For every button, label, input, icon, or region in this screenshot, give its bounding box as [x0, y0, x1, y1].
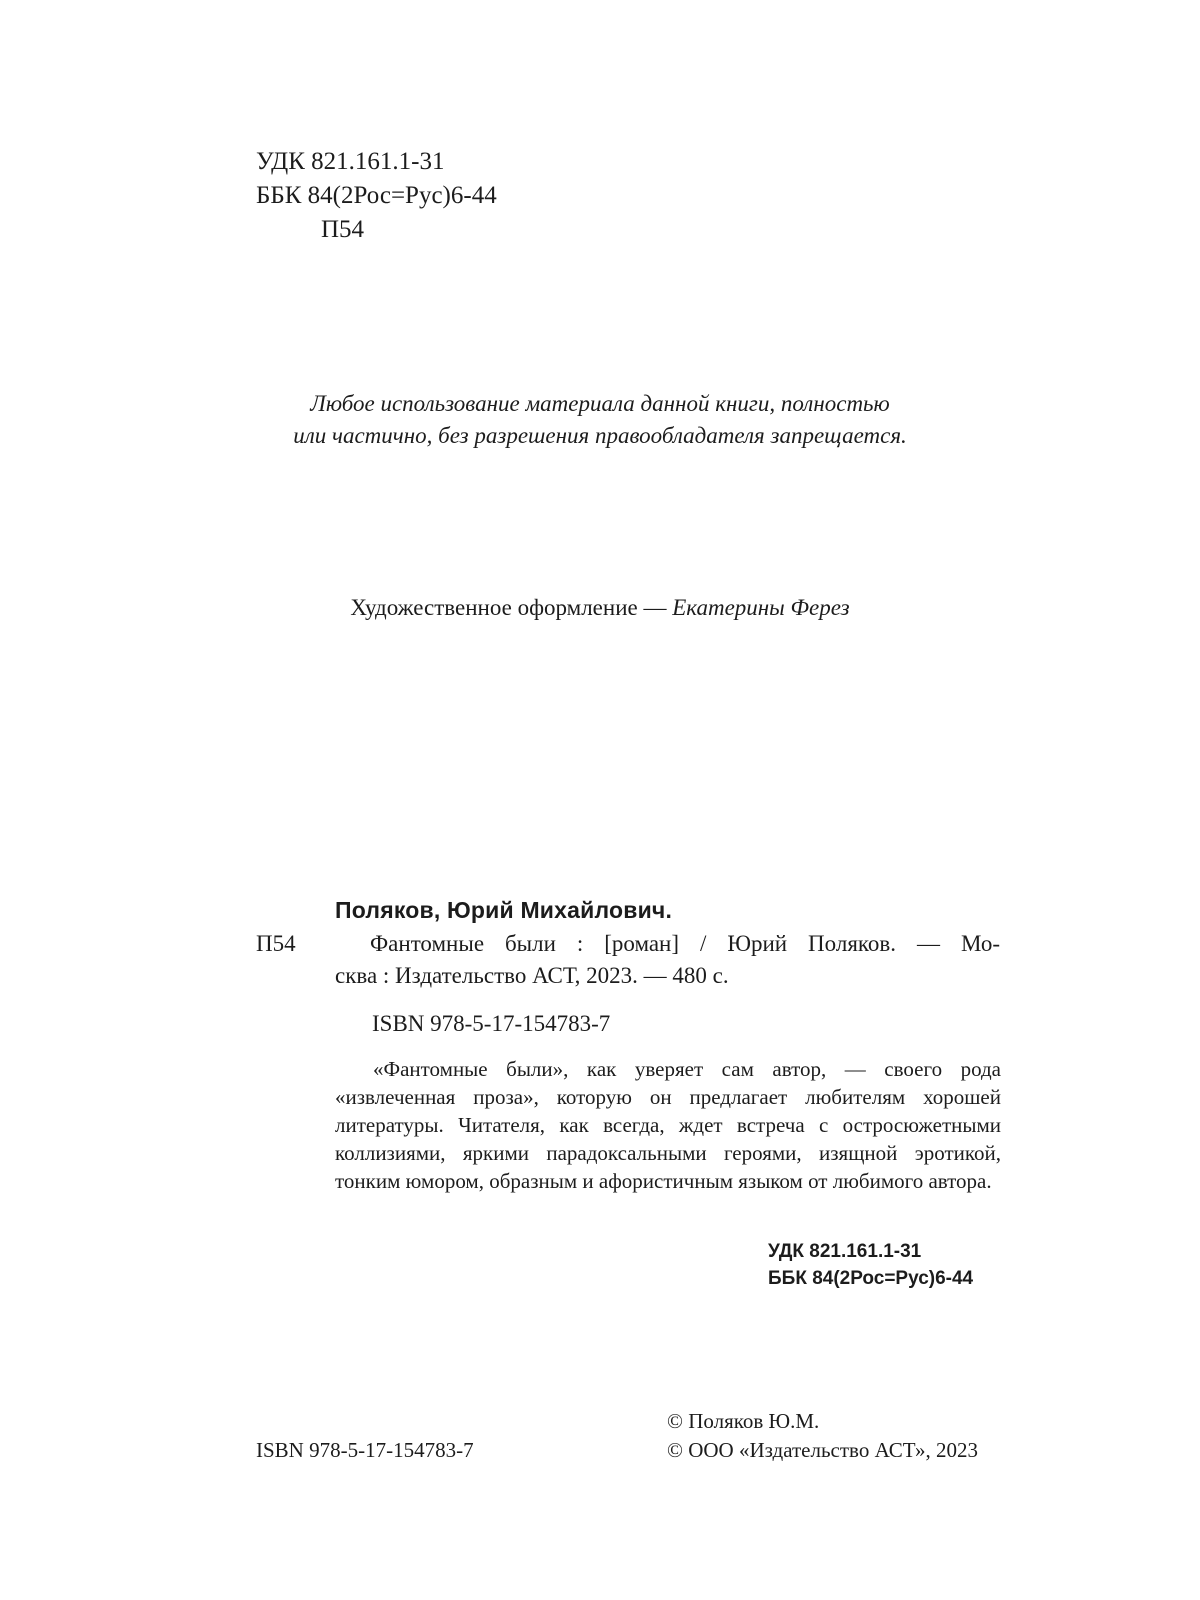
udk-code: УДК 821.161.1-31 — [256, 148, 445, 175]
catalog-title-line: Фантомные были : [роман] / Юрий Поляков. — Мо- — [370, 931, 1000, 956]
catalog-author-mark: П54 — [256, 931, 296, 956]
credit-designer-name: Екатерины Ферез — [672, 595, 850, 620]
catalog-bbk: ББК 84(2Рос=Рус)6-44 — [768, 1268, 974, 1289]
footer-copyright-author: © Поляков Ю.М. — [667, 1409, 820, 1433]
catalog-author: Поляков, Юрий Михайлович. — [335, 897, 673, 923]
catalog-annotation: «Фантомные были», как уверяет сам автор, — своего рода «извлеченная проза», которую он предлагает любителям хорошей литературы. Читателя, как всегда, ждет встреча с остросюжетными коллизиями, яркими парадоксальными героями, изящной эротикой, тонким юмором, образным и афористичным языком от любимого автора. — [335, 1057, 1001, 1193]
copyright-notice-line: Любое использование материала данной книги, полностью — [310, 391, 890, 416]
footer-isbn: ISBN 978-5-17-154783-7 — [256, 1438, 474, 1462]
copyright-notice-line: или частично, без разрешения правообладателя запрещается. — [293, 423, 907, 448]
design-credit — [200, 592, 1000, 624]
catalog-udk: УДК 821.161.1-31 — [768, 1241, 922, 1262]
credit-prefix: Художественное оформление — — [350, 595, 673, 620]
author-mark: П54 — [321, 216, 365, 243]
bbk-code: ББК 84(2Рос=Рус)6-44 — [256, 182, 497, 209]
catalog-title-line: сква : Издательство АСТ, 2023. — 480 с. — [335, 963, 729, 988]
catalog-isbn: ISBN 978-5-17-154783-7 — [372, 1011, 611, 1036]
footer-copyright-publisher: © ООО «Издательство АСТ», 2023 — [667, 1438, 978, 1462]
copyright-notice — [200, 388, 1000, 452]
